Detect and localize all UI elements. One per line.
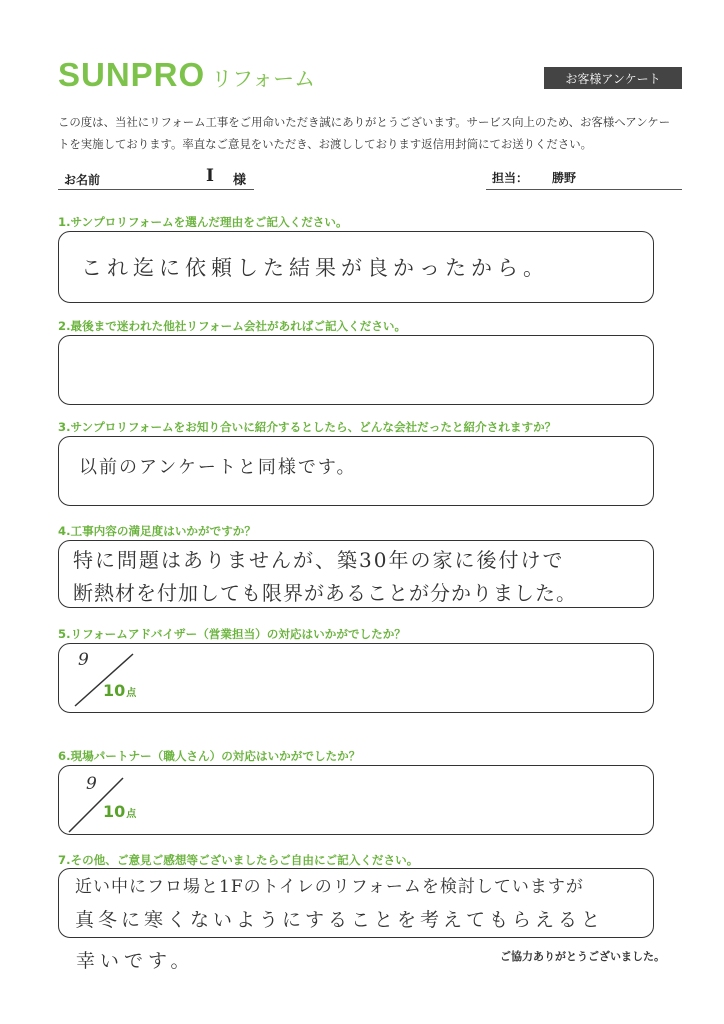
question-6-score-max: 10 — [103, 802, 126, 821]
question-6-score-unit: 点 — [126, 809, 137, 820]
thanks-message: ご協力ありがとうございました。 — [500, 950, 665, 963]
customer-name-field — [58, 165, 254, 190]
question-1-answer-box — [58, 231, 654, 303]
question-2-answer-box — [58, 335, 654, 405]
name-label: お名前 — [64, 173, 101, 187]
intro-line-1: この度は、当社にリフォーム工事をご用命いただき誠にありがとうございます。サービス向上のため、お客様へアンケー — [58, 115, 671, 129]
question-4-label: 4.工事内容の満足度はいかがですか？ — [58, 524, 256, 538]
question-6-score-slash — [59, 766, 179, 836]
question-3-answer-box — [58, 436, 654, 506]
question-1-answer-line-1: これ迄に依頼した結果が良かったから。 — [81, 256, 549, 280]
question-7-answer-line-2: 真冬に寒くないようにすることを考えてもらえると — [75, 909, 605, 931]
question-5-label: 5.リフォームアドバイザー（営業担当）の対応はいかがでしたか？ — [58, 627, 406, 641]
logo-subtitle: リフォーム — [211, 67, 316, 91]
staff-label: 担当： — [492, 171, 529, 185]
staff-value: 勝野 — [552, 171, 577, 185]
document-title-badge: お客様アンケート — [544, 67, 682, 89]
question-1-label: 1.サンプロリフォームを選んだ理由をご記入ください。 — [58, 215, 348, 229]
sunpro-logo — [58, 56, 315, 94]
staff-field — [486, 165, 682, 190]
question-6-score-handwritten: 9 — [86, 774, 97, 794]
question-7-label: 7.その他、ご意見ご感想等ございましたらご自由にご記入ください。 — [58, 853, 419, 867]
question-2-label: 2.最後まで迷われた他社リフォーム会社があればご記入ください。 — [58, 319, 407, 333]
question-5-score-slash — [59, 644, 179, 714]
question-5-score-printed — [103, 681, 136, 700]
question-4-answer-box — [58, 540, 654, 608]
question-6-score-printed — [103, 802, 136, 821]
question-7-answer-line-1: 近い中にフロ場と1Fのトイレのリフォームを検討していますが — [75, 877, 584, 897]
intro-text — [58, 111, 688, 155]
question-5-score-unit: 点 — [126, 688, 137, 699]
question-5-score-handwritten: 9 — [78, 650, 89, 670]
question-4-answer-line-1: 特に問題はありませんが、築30年の家に後付けで — [73, 548, 565, 572]
question-3-answer-line-1: 以前のアンケートと同様です。 — [79, 457, 357, 478]
question-3-label: 3.サンプロリフォームをお知り合いに紹介するとしたら、どんな会社だったと紹介されますか？ — [58, 420, 557, 434]
name-suffix: 様 — [233, 173, 247, 188]
intro-line-2: トを実施しております。率直なご意見をいただき、お渡ししております返信用封筒にてお送りください。 — [58, 137, 592, 151]
name-value: I — [206, 166, 214, 186]
question-6-answer-box — [58, 765, 654, 835]
question-5-answer-box — [58, 643, 654, 713]
question-6-label: 6.現場パートナー（職人さん）の対応はいかがでしたか？ — [58, 749, 361, 763]
logo-brand: SUNPRO — [58, 56, 206, 93]
question-7-answer-line-3: 幸いです。 — [76, 950, 195, 972]
question-7-answer-box — [58, 868, 654, 938]
question-4-answer-line-2: 断熱材を付加しても限界があることが分かりました。 — [73, 581, 577, 605]
question-5-score-max: 10 — [103, 681, 126, 700]
